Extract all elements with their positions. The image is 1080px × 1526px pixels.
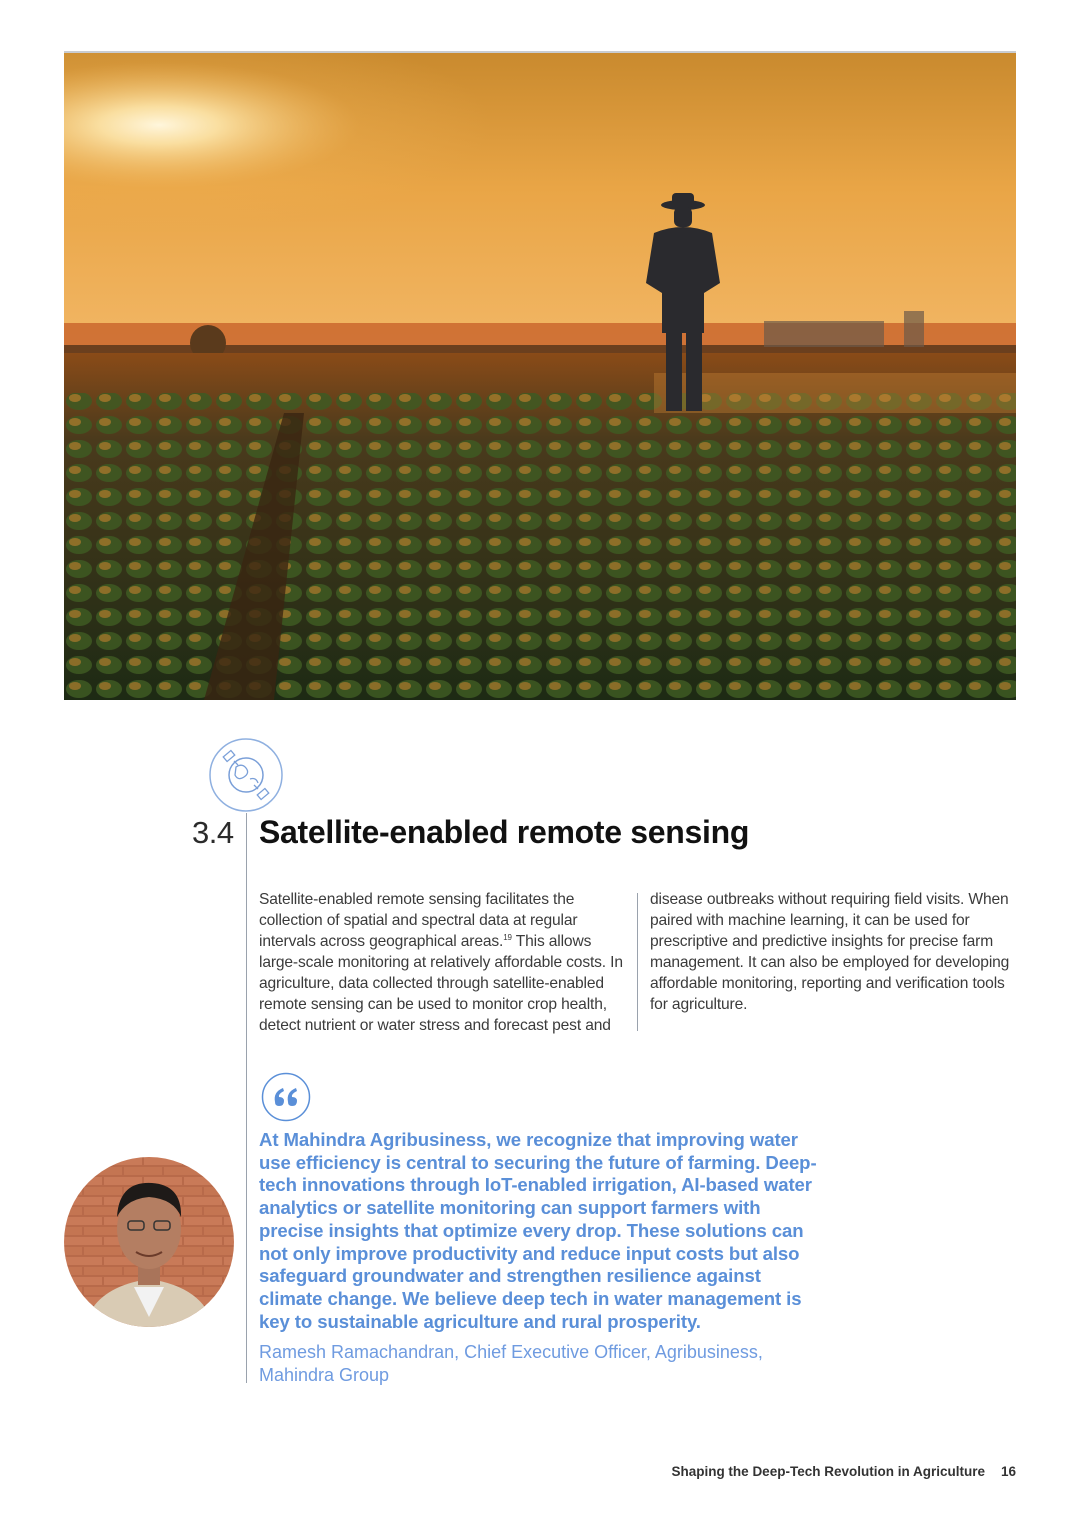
quote-attribution: Ramesh Ramachandran, Chief Executive Officer, Agribusiness, Mahindra Group <box>259 1342 763 1385</box>
section-title: Satellite-enabled remote sensing <box>259 814 750 850</box>
body-column-left <box>259 889 631 1036</box>
body-column-right <box>650 889 1020 1015</box>
quote-marks-icon <box>261 1072 311 1122</box>
portrait-avatar <box>64 1157 234 1327</box>
sunset-field-illustration <box>64 53 1016 700</box>
body-text: Satellite-enabled remote sensing facilitates the collection of spatial and spectral data at regular intervals across geographical areas. <box>259 891 578 950</box>
footnote-ref[interactable]: 19 <box>503 932 512 942</box>
vertical-rule <box>246 813 247 1383</box>
page-footer <box>671 1464 1016 1479</box>
hero-image <box>64 51 1016 700</box>
column-divider <box>637 893 638 1031</box>
pull-quote-text: At Mahindra Agribusiness, we recognize that improving water use efficiency is central to securing the future of farming. Deep-tech innovations through IoT-enabled irrigation, AI-based water analytics or satellite monitoring can support farmers with precise insights that optimize every drop. These solutions can not only improve productivity and reduce input costs but also safeguard groundwater and strengthen resilience against climate change. We believe deep tech in water management is key to sustainable agriculture and rural prosperity. <box>259 1129 817 1332</box>
globe-satellite-icon <box>208 737 284 813</box>
body-text: This allows large-scale monitoring at relatively affordable costs. In agriculture, data collected through satellite-enabled remote sensing can be used to monitor crop health, detect nutrient or water stress and forecast pest and <box>259 933 623 1034</box>
body-text: disease outbreaks without requiring field visits. When paired with machine learning, it can be used for prescriptive and predictive insights for precise farm management. It can also be employed for developing affordable monitoring, reporting and verification tools for agriculture. <box>650 891 1010 1013</box>
footer-title: Shaping the Deep-Tech Revolution in Agriculture <box>671 1464 985 1479</box>
page-number: 16 <box>1000 1464 1016 1479</box>
section-number: 3.4 <box>192 815 234 850</box>
